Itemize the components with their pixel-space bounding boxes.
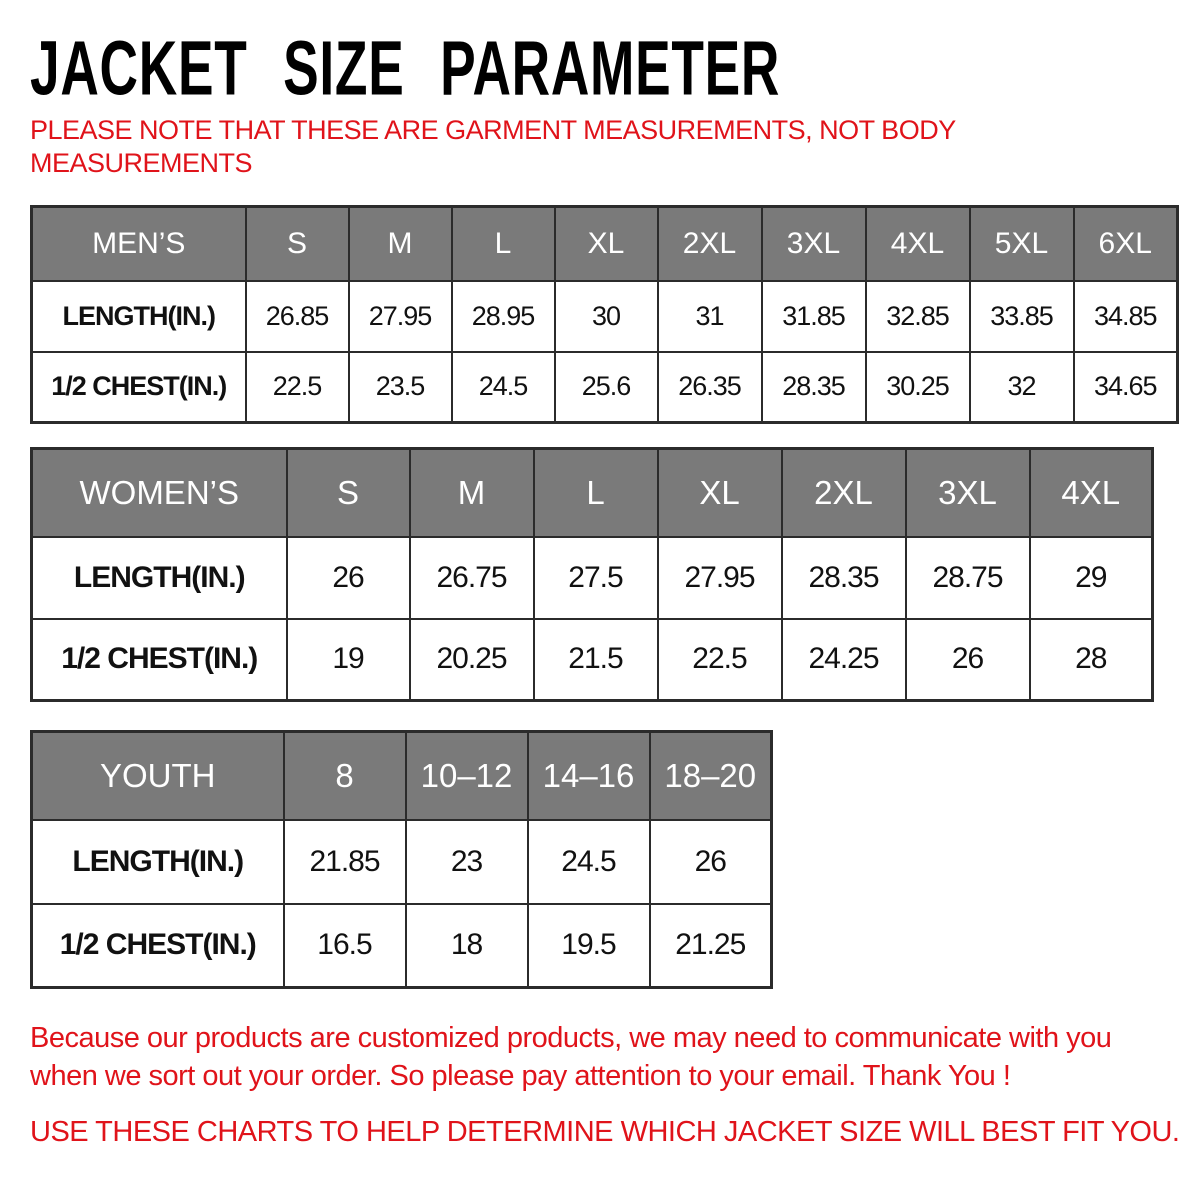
measure-label-cell: 1/2 CHEST(IN.) (32, 619, 287, 701)
measure-value-cell: 31.85 (762, 281, 866, 352)
measure-value-cell: 24.5 (452, 352, 555, 423)
size-header-cell: S (287, 449, 410, 537)
size-header-cell: L (452, 207, 555, 281)
mens-size-table (30, 205, 1179, 424)
size-header-cell: XL (555, 207, 658, 281)
measure-value-cell: 28 (1030, 619, 1153, 701)
youth-size-table (30, 730, 773, 989)
youth-header-row (32, 732, 772, 820)
garment-measurement-note (30, 114, 1200, 180)
measure-value-cell: 22.5 (246, 352, 349, 423)
size-header-cell: 3XL (906, 449, 1030, 537)
measure-value-cell: 29 (1030, 537, 1153, 619)
size-header-cell: M (410, 449, 534, 537)
measure-value-cell: 26 (287, 537, 410, 619)
size-header-cell: 14–16 (528, 732, 650, 820)
note-line-2: MEASUREMENTS (30, 148, 253, 178)
womens-size-table (30, 447, 1154, 702)
measure-value-cell: 21.25 (650, 904, 772, 988)
youth-table-title: YOUTH (32, 732, 284, 820)
measure-value-cell: 22.5 (658, 619, 782, 701)
measure-value-cell: 34.85 (1074, 281, 1178, 352)
measure-label-cell: 1/2 CHEST(IN.) (32, 904, 284, 988)
size-header-cell: 5XL (970, 207, 1074, 281)
size-header-cell: 3XL (762, 207, 866, 281)
measure-value-cell: 30.25 (866, 352, 970, 423)
page-title (30, 20, 1200, 112)
measure-value-cell: 23.5 (349, 352, 452, 423)
customization-notice-line-1: Because our products are customized products, we may need to communicate with you (30, 1022, 1112, 1054)
size-header-cell: M (349, 207, 452, 281)
measure-value-cell: 26 (650, 820, 772, 904)
measure-value-cell: 27.95 (349, 281, 452, 352)
measure-value-cell: 19.5 (528, 904, 650, 988)
measure-value-cell: 26.85 (246, 281, 349, 352)
measure-value-cell: 28.75 (906, 537, 1030, 619)
measure-value-cell: 16.5 (284, 904, 406, 988)
size-header-cell: 10–12 (406, 732, 528, 820)
measure-value-cell: 18 (406, 904, 528, 988)
measure-label-cell: LENGTH(IN.) (32, 820, 284, 904)
measure-value-cell: 30 (555, 281, 658, 352)
measure-value-cell: 26.35 (658, 352, 762, 423)
youth-length-row (32, 820, 772, 904)
measure-value-cell: 20.25 (410, 619, 534, 701)
note-line-1: PLEASE NOTE THAT THESE ARE GARMENT MEASUREMENTS, NOT BODY (30, 115, 956, 145)
measure-value-cell: 33.85 (970, 281, 1074, 352)
customization-notice-line-2: when we sort out your order. So please pay attention to your email. Thank You ! (30, 1060, 1011, 1092)
measure-value-cell: 27.95 (658, 537, 782, 619)
size-header-cell: 2XL (658, 207, 762, 281)
measure-value-cell: 19 (287, 619, 410, 701)
size-header-cell: L (534, 449, 658, 537)
womens-length-row (32, 537, 1153, 619)
measure-value-cell: 28.95 (452, 281, 555, 352)
measure-value-cell: 31 (658, 281, 762, 352)
mens-table-title: MEN’S (32, 207, 246, 281)
measure-label-cell: LENGTH(IN.) (32, 537, 287, 619)
measure-value-cell: 27.5 (534, 537, 658, 619)
size-header-cell: XL (658, 449, 782, 537)
measure-value-cell: 28.35 (762, 352, 866, 423)
measure-value-cell: 21.85 (284, 820, 406, 904)
measure-value-cell: 34.65 (1074, 352, 1178, 423)
mens-header-row (32, 207, 1178, 281)
size-header-cell: 6XL (1074, 207, 1178, 281)
measure-value-cell: 32 (970, 352, 1074, 423)
size-header-cell: 8 (284, 732, 406, 820)
measure-value-cell: 32.85 (866, 281, 970, 352)
measure-value-cell: 26.75 (410, 537, 534, 619)
womens-header-row (32, 449, 1153, 537)
measure-value-cell: 24.25 (782, 619, 906, 701)
youth-chest-row (32, 904, 772, 988)
mens-chest-row (32, 352, 1178, 423)
customization-notice (30, 1019, 1200, 1095)
measure-value-cell: 28.35 (782, 537, 906, 619)
measure-value-cell: 26 (906, 619, 1030, 701)
size-header-cell: 4XL (866, 207, 970, 281)
size-header-cell: 18–20 (650, 732, 772, 820)
chart-usage-note: USE THESE CHARTS TO HELP DETERMINE WHICH JACKET SIZE WILL BEST FIT YOU. (30, 1116, 1180, 1148)
measure-label-cell: 1/2 CHEST(IN.) (32, 352, 246, 423)
size-header-cell: 4XL (1030, 449, 1153, 537)
mens-length-row (32, 281, 1178, 352)
measure-value-cell: 21.5 (534, 619, 658, 701)
page-title-text: JACKET SIZE PARAMETER (30, 24, 781, 112)
measure-label-cell: LENGTH(IN.) (32, 281, 246, 352)
size-header-cell: S (246, 207, 349, 281)
measure-value-cell: 24.5 (528, 820, 650, 904)
measure-value-cell: 23 (406, 820, 528, 904)
womens-chest-row (32, 619, 1153, 701)
womens-table-title: WOMEN’S (32, 449, 287, 537)
size-header-cell: 2XL (782, 449, 906, 537)
measure-value-cell: 25.6 (555, 352, 658, 423)
